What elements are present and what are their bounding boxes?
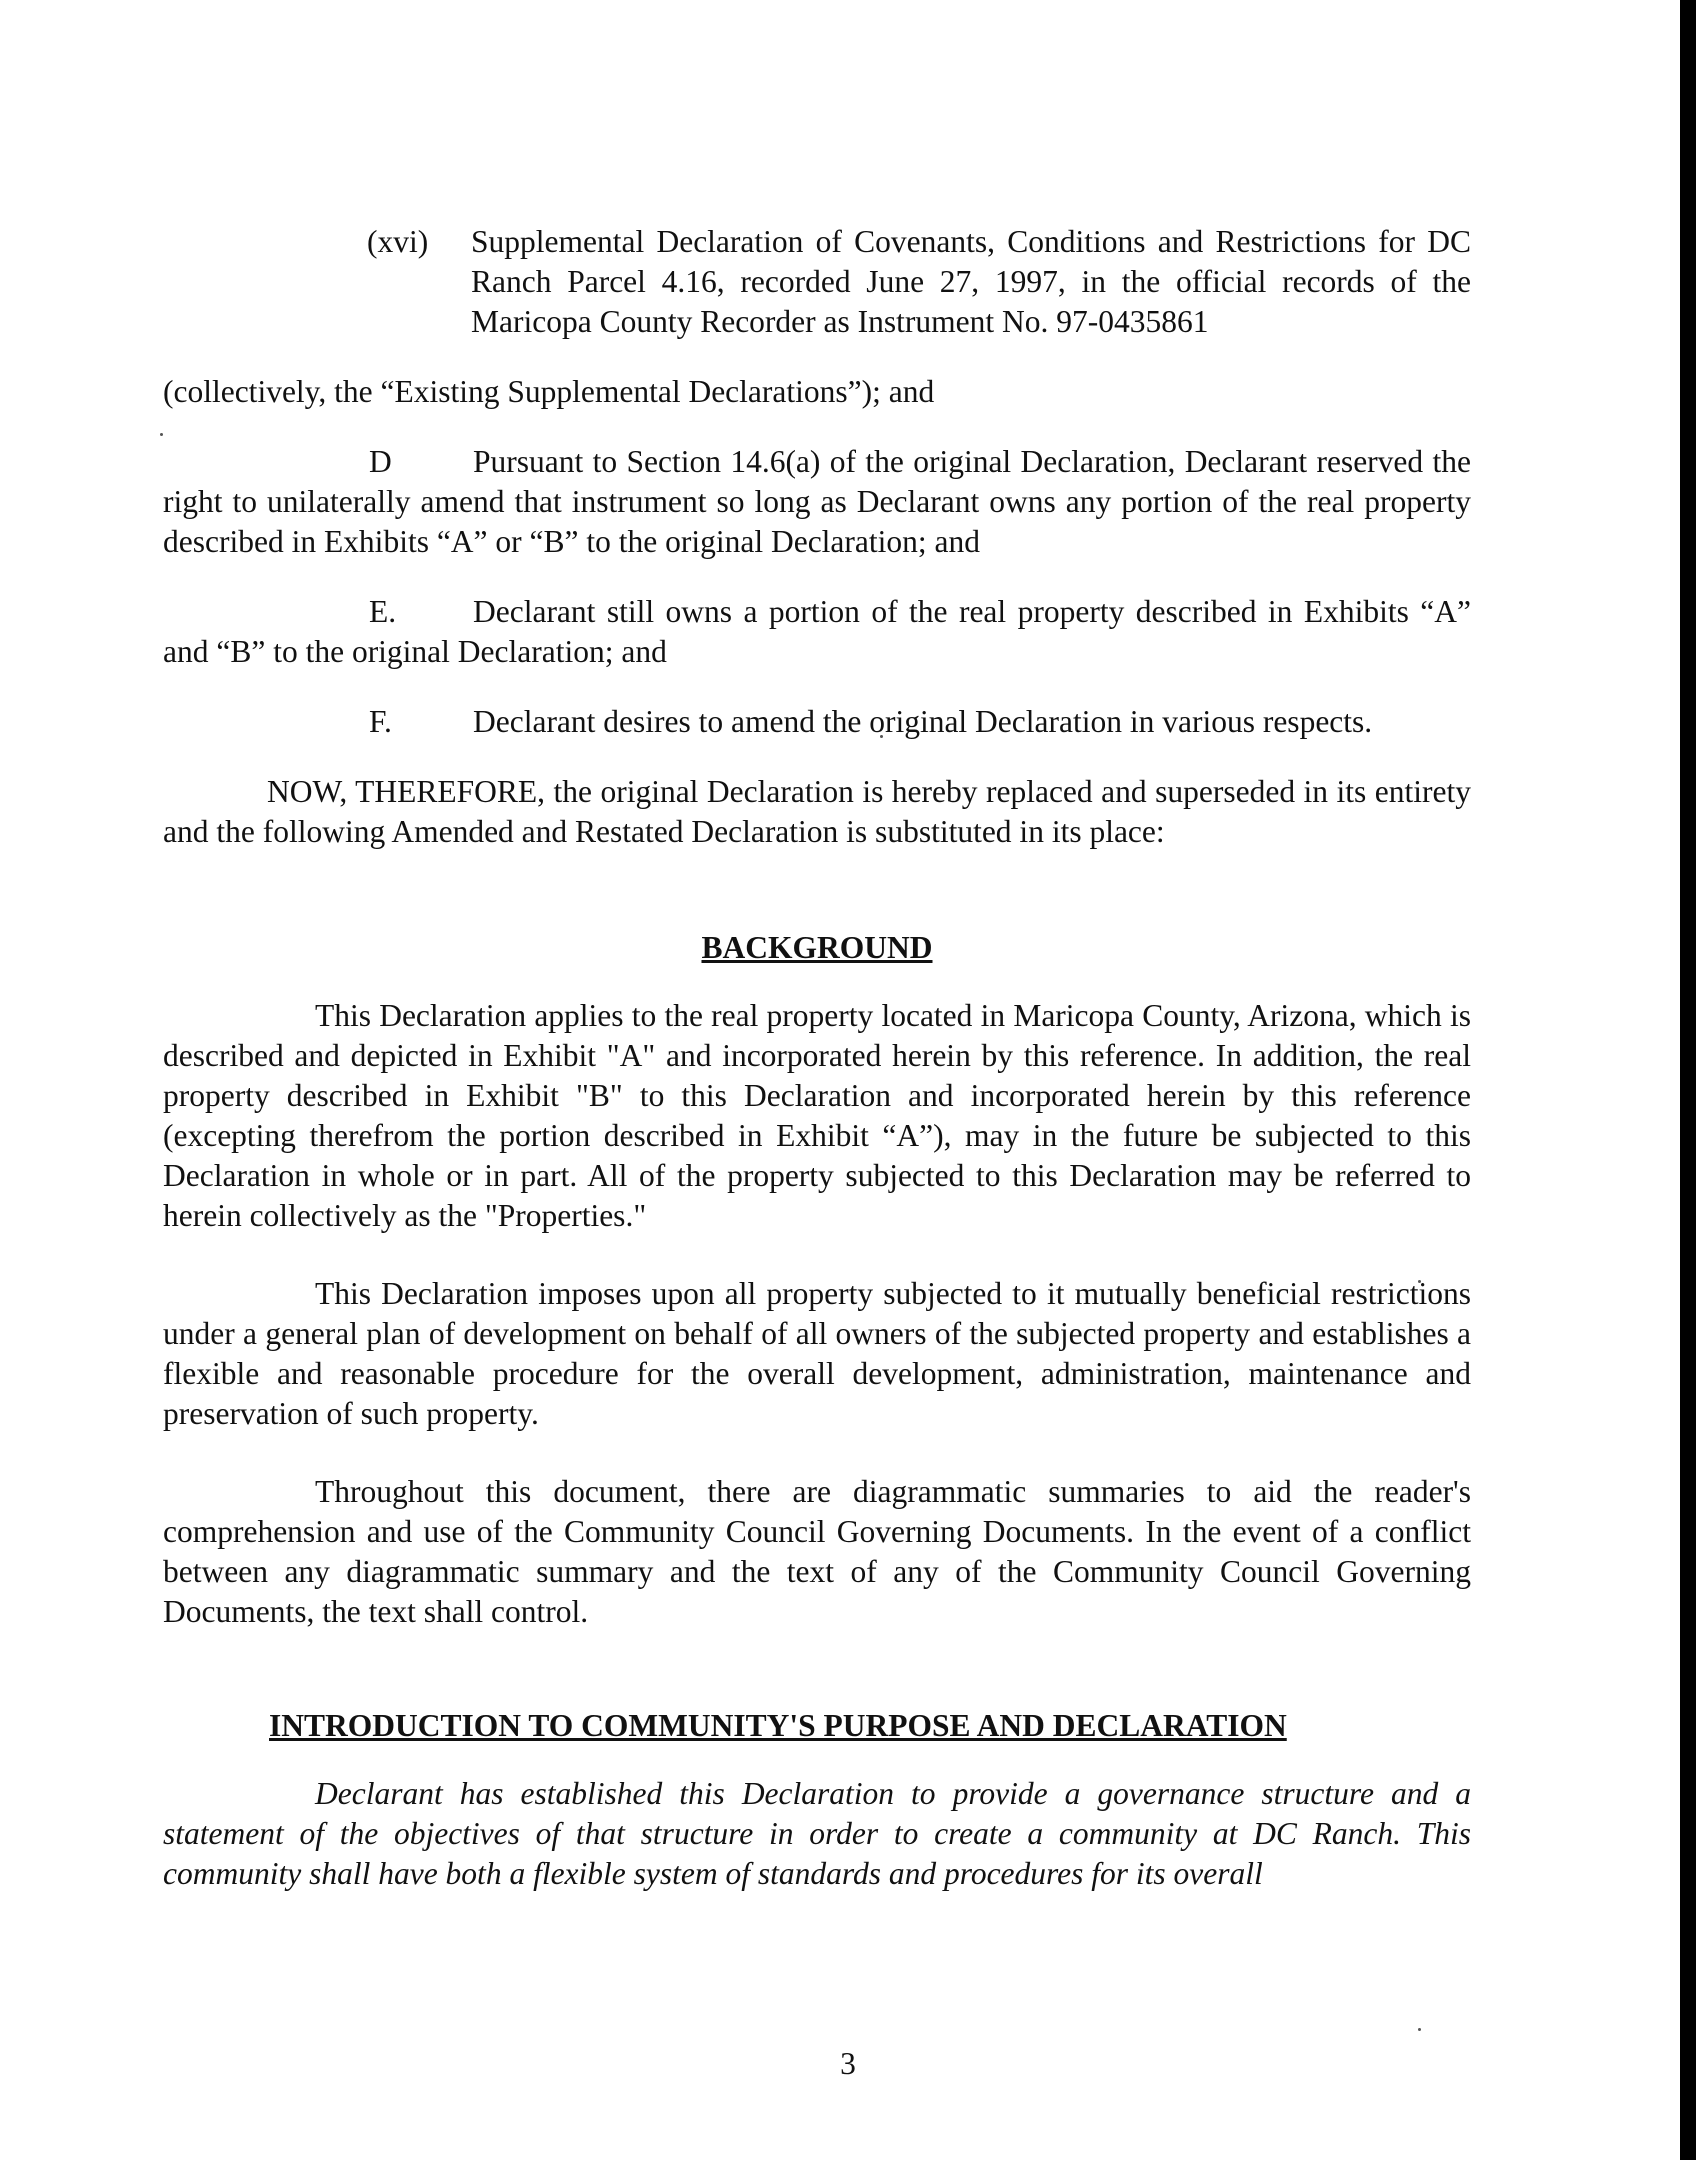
recital-d (163, 442, 1471, 562)
recital-text: Pursuant to Section 14.6(a) of the original Declaration, Declarant reserved the right to unilaterally amend that instrument so long as Declarant owns any portion of the real property described in Exhibits “A” or “B” to the original Declaration; and (163, 444, 1471, 559)
document-page (163, 222, 1471, 1894)
recital-text: Declarant still owns a portion of the real property described in Exhibits “A” and “B” to the original Declaration; and (163, 594, 1471, 669)
scan-edge-border (1680, 0, 1696, 2160)
introduction-paragraph: Declarant has established this Declaration to provide a governance structure and a statement of the objectives of that structure in order to create a community at DC Ranch. This community shall have both a flexible system of standards and procedures for its overall (163, 1776, 1471, 1891)
recital-letter: F. (369, 704, 392, 739)
item-number: (xvi) (367, 224, 429, 259)
recital-letter: E. (369, 594, 397, 629)
recital-item-xvi (163, 222, 1471, 342)
recital-text: Declarant desires to amend the original Declaration in various respects. (473, 704, 1373, 739)
background-heading: BACKGROUND (701, 930, 933, 965)
recital-letter: D (369, 444, 392, 479)
introduction-heading: INTRODUCTION TO COMMUNITY'S PURPOSE AND DECLARATION (269, 1708, 1287, 1743)
recital-f (163, 702, 1471, 742)
collectively-line: (collectively, the “Existing Supplemental Declarations”); and (163, 374, 935, 409)
recital-e (163, 592, 1471, 672)
scan-speck (1418, 2028, 1421, 2031)
background-paragraph: This Declaration applies to the real property located in Maricopa County, Arizona, which is described and depicted in Exhibit "A" and incorporated herein by this reference. In addition, the real property described in Exhibit "B" to this Declaration and incorporated herein by this reference (excepting therefrom the portion described in Exhibit “A”), may in the future be subjected to this Declaration in whole or in part. All of the property subjected to this Declaration may be referred to herein collectively as the "Properties." (163, 998, 1471, 1233)
now-therefore-paragraph: NOW, THEREFORE, the original Declaration is hereby replaced and superseded in its entirety and the following Amended and Restated Declaration is substituted in its place: (163, 774, 1471, 849)
page-number: 3 (840, 2046, 856, 2081)
background-paragraph: This Declaration imposes upon all property subjected to it mutually beneficial restrictions under a general plan of development on behalf of all owners of the subjected property and establishes a flexible and reasonable procedure for the overall development, administration, maintenance and preservation of such property. (163, 1276, 1471, 1431)
background-paragraph: Throughout this document, there are diagrammatic summaries to aid the reader's comprehension and use of the Community Council Governing Documents. In the event of a conflict between any diagrammatic summary and the text of any of the Community Council Governing Documents, the text shall control. (163, 1474, 1471, 1629)
item-text: Supplemental Declaration of Covenants, Conditions and Restrictions for DC Ranch Parcel 4.16, recorded June 27, 1997, in the official records of the Maricopa County Recorder as Instrument No. 97-0435861 (471, 224, 1471, 339)
